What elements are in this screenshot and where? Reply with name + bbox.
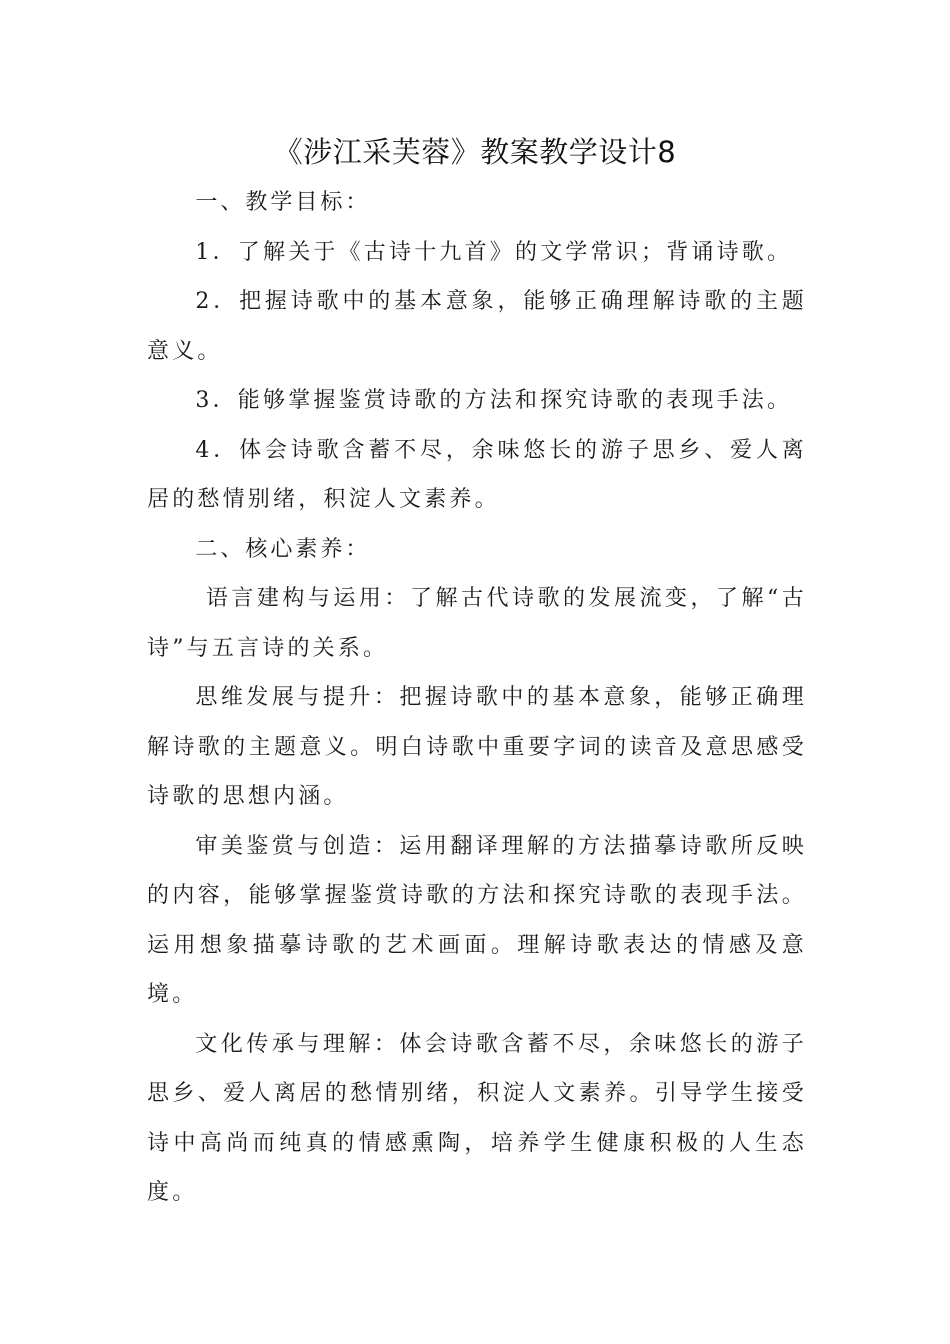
literacy-aesthetics: 审美鉴赏与创造：运用翻译理解的方法描摹诗歌所反映的内容，能够掌握鉴赏诗歌的方法和探究诗歌的表现手法。运用想象描摹诗歌的艺术画面。理解诗歌表达的情感及意境。 (147, 833, 807, 1007)
objective-item-4: 4．体会诗歌含蓄不尽，余味悠长的游子思乡、爱人离居的愁情别绪，积淀人文素养。 (147, 437, 807, 512)
section-heading-objectives: 一、教学目标： (195, 190, 371, 215)
literacy-culture: 文化传承与理解：体会诗歌含蓄不尽，余味悠长的游子思乡、爱人离居的愁情别绪，积淀人文素养。引导学生接受诗中高尚而纯真的情感熏陶，培养学生健康积极的人生态度。 (147, 1031, 807, 1205)
objective-item-2: 2．把握诗歌中的基本意象，能够正确理解诗歌的主题意义。 (147, 289, 807, 364)
literacy-thinking: 思维发展与提升：把握诗歌中的基本意象，能够正确理解诗歌的主题意义。明白诗歌中重要字词的读音及意思感受诗歌的思想内涵。 (147, 685, 807, 809)
section-heading-core-literacy: 二、核心素养： (195, 536, 371, 562)
document-body (147, 178, 807, 1218)
objective-item-1: 1．了解关于《古诗十九首》的文学常识；背诵诗歌。 (195, 239, 793, 265)
document-title: 《涉江采芙蓉》教案教学设计8 (273, 135, 677, 169)
objective-item-3: 3．能够掌握鉴赏诗歌的方法和探究诗歌的表现手法。 (195, 388, 793, 413)
literacy-language: 语言建构与运用：了解古代诗歌的发展流变，了解“古诗”与五言诗的关系。 (147, 586, 807, 661)
